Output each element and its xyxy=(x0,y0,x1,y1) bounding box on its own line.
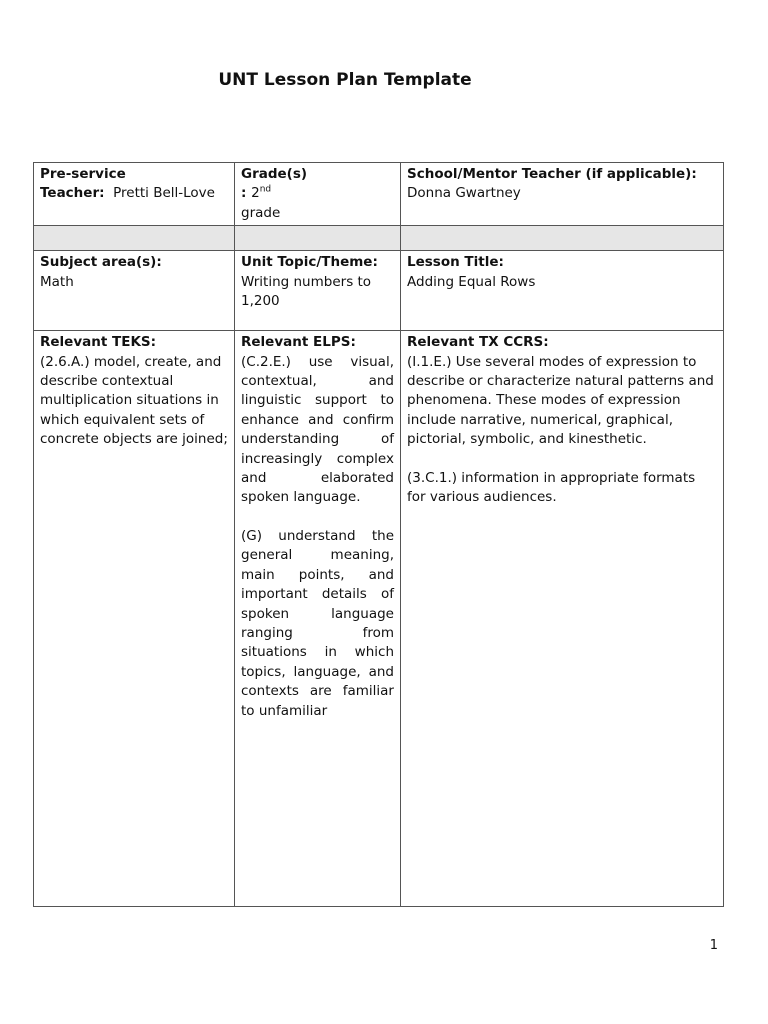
spacer-cell-3 xyxy=(401,226,724,251)
subject-label: Subject area(s): xyxy=(40,254,162,271)
document-title: UNT Lesson Plan Template xyxy=(218,70,472,90)
grade-ordinal: nd xyxy=(259,184,272,195)
teacher-name: Pretti Bell-Love xyxy=(113,185,215,202)
ccrs-label: Relevant TX CCRS: xyxy=(407,334,549,351)
standards-row xyxy=(34,331,724,907)
ccrs-cell xyxy=(401,331,724,907)
grade-cell xyxy=(235,163,401,226)
subject-row xyxy=(34,251,724,331)
spacer-cell-1 xyxy=(34,226,235,251)
spacer-cell-2 xyxy=(235,226,401,251)
page-number: 1 xyxy=(709,938,718,953)
spacer-row xyxy=(34,226,724,251)
teacher-row xyxy=(34,163,724,226)
grade-label: Grade(s) xyxy=(241,166,308,182)
subject-value: Math xyxy=(40,273,74,290)
unit-label: Unit Topic/Theme: xyxy=(241,254,378,271)
teacher-cell xyxy=(34,163,235,226)
grade-suffix: grade xyxy=(241,204,281,221)
grade-value-line xyxy=(241,185,271,201)
unit-cell xyxy=(235,251,401,331)
elps-value-2: (G) understand the general meaning, main points, and important details of spoken language ranging from situations in which topics, language, and contexts are familiar to unfamiliar xyxy=(241,527,394,719)
teks-value: (2.6.A.) model, create, and describe contextual multiplication situations in which equivalent sets of concrete objects are joined; xyxy=(40,353,228,448)
elps-value-1: (C.2.E.) use visual, contextual, and linguistic support to enhance and confirm understanding of increasingly complex and elaborated spoken language. xyxy=(241,353,394,506)
ccrs-value-2: (3.C.1.) information in appropriate formats for various audiences. xyxy=(407,469,696,506)
elps-label: Relevant ELPS: xyxy=(241,334,356,351)
subject-cell xyxy=(34,251,235,331)
school-cell xyxy=(401,163,724,226)
teacher-label-line1: Pre-service xyxy=(40,166,126,182)
teks-label: Relevant TEKS: xyxy=(40,334,157,351)
lesson-label: Lesson Title: xyxy=(407,254,504,271)
school-value: Donna Gwartney xyxy=(407,185,521,202)
paragraph-gap xyxy=(407,450,717,469)
lesson-plan-table xyxy=(33,162,724,907)
ccrs-value-1: (I.1.E.) Use several modes of expression to describe or characterize natural patterns and phenomena. These modes of expression include narrative, numerical, graphical, pictorial, symbolic, and kinesthetic. xyxy=(407,353,714,448)
elps-cell xyxy=(235,331,401,907)
teks-cell xyxy=(34,331,235,907)
lesson-cell xyxy=(401,251,724,331)
grade-number: 2 xyxy=(251,185,260,202)
teacher-label-line2: Teacher: xyxy=(40,185,105,202)
lesson-value: Adding Equal Rows xyxy=(407,273,536,290)
unit-value: Writing numbers to 1,200 xyxy=(241,273,372,310)
grade-prefix: : xyxy=(241,185,252,202)
school-label: School/Mentor Teacher (if applicable): xyxy=(407,166,697,182)
paragraph-gap xyxy=(241,508,394,527)
